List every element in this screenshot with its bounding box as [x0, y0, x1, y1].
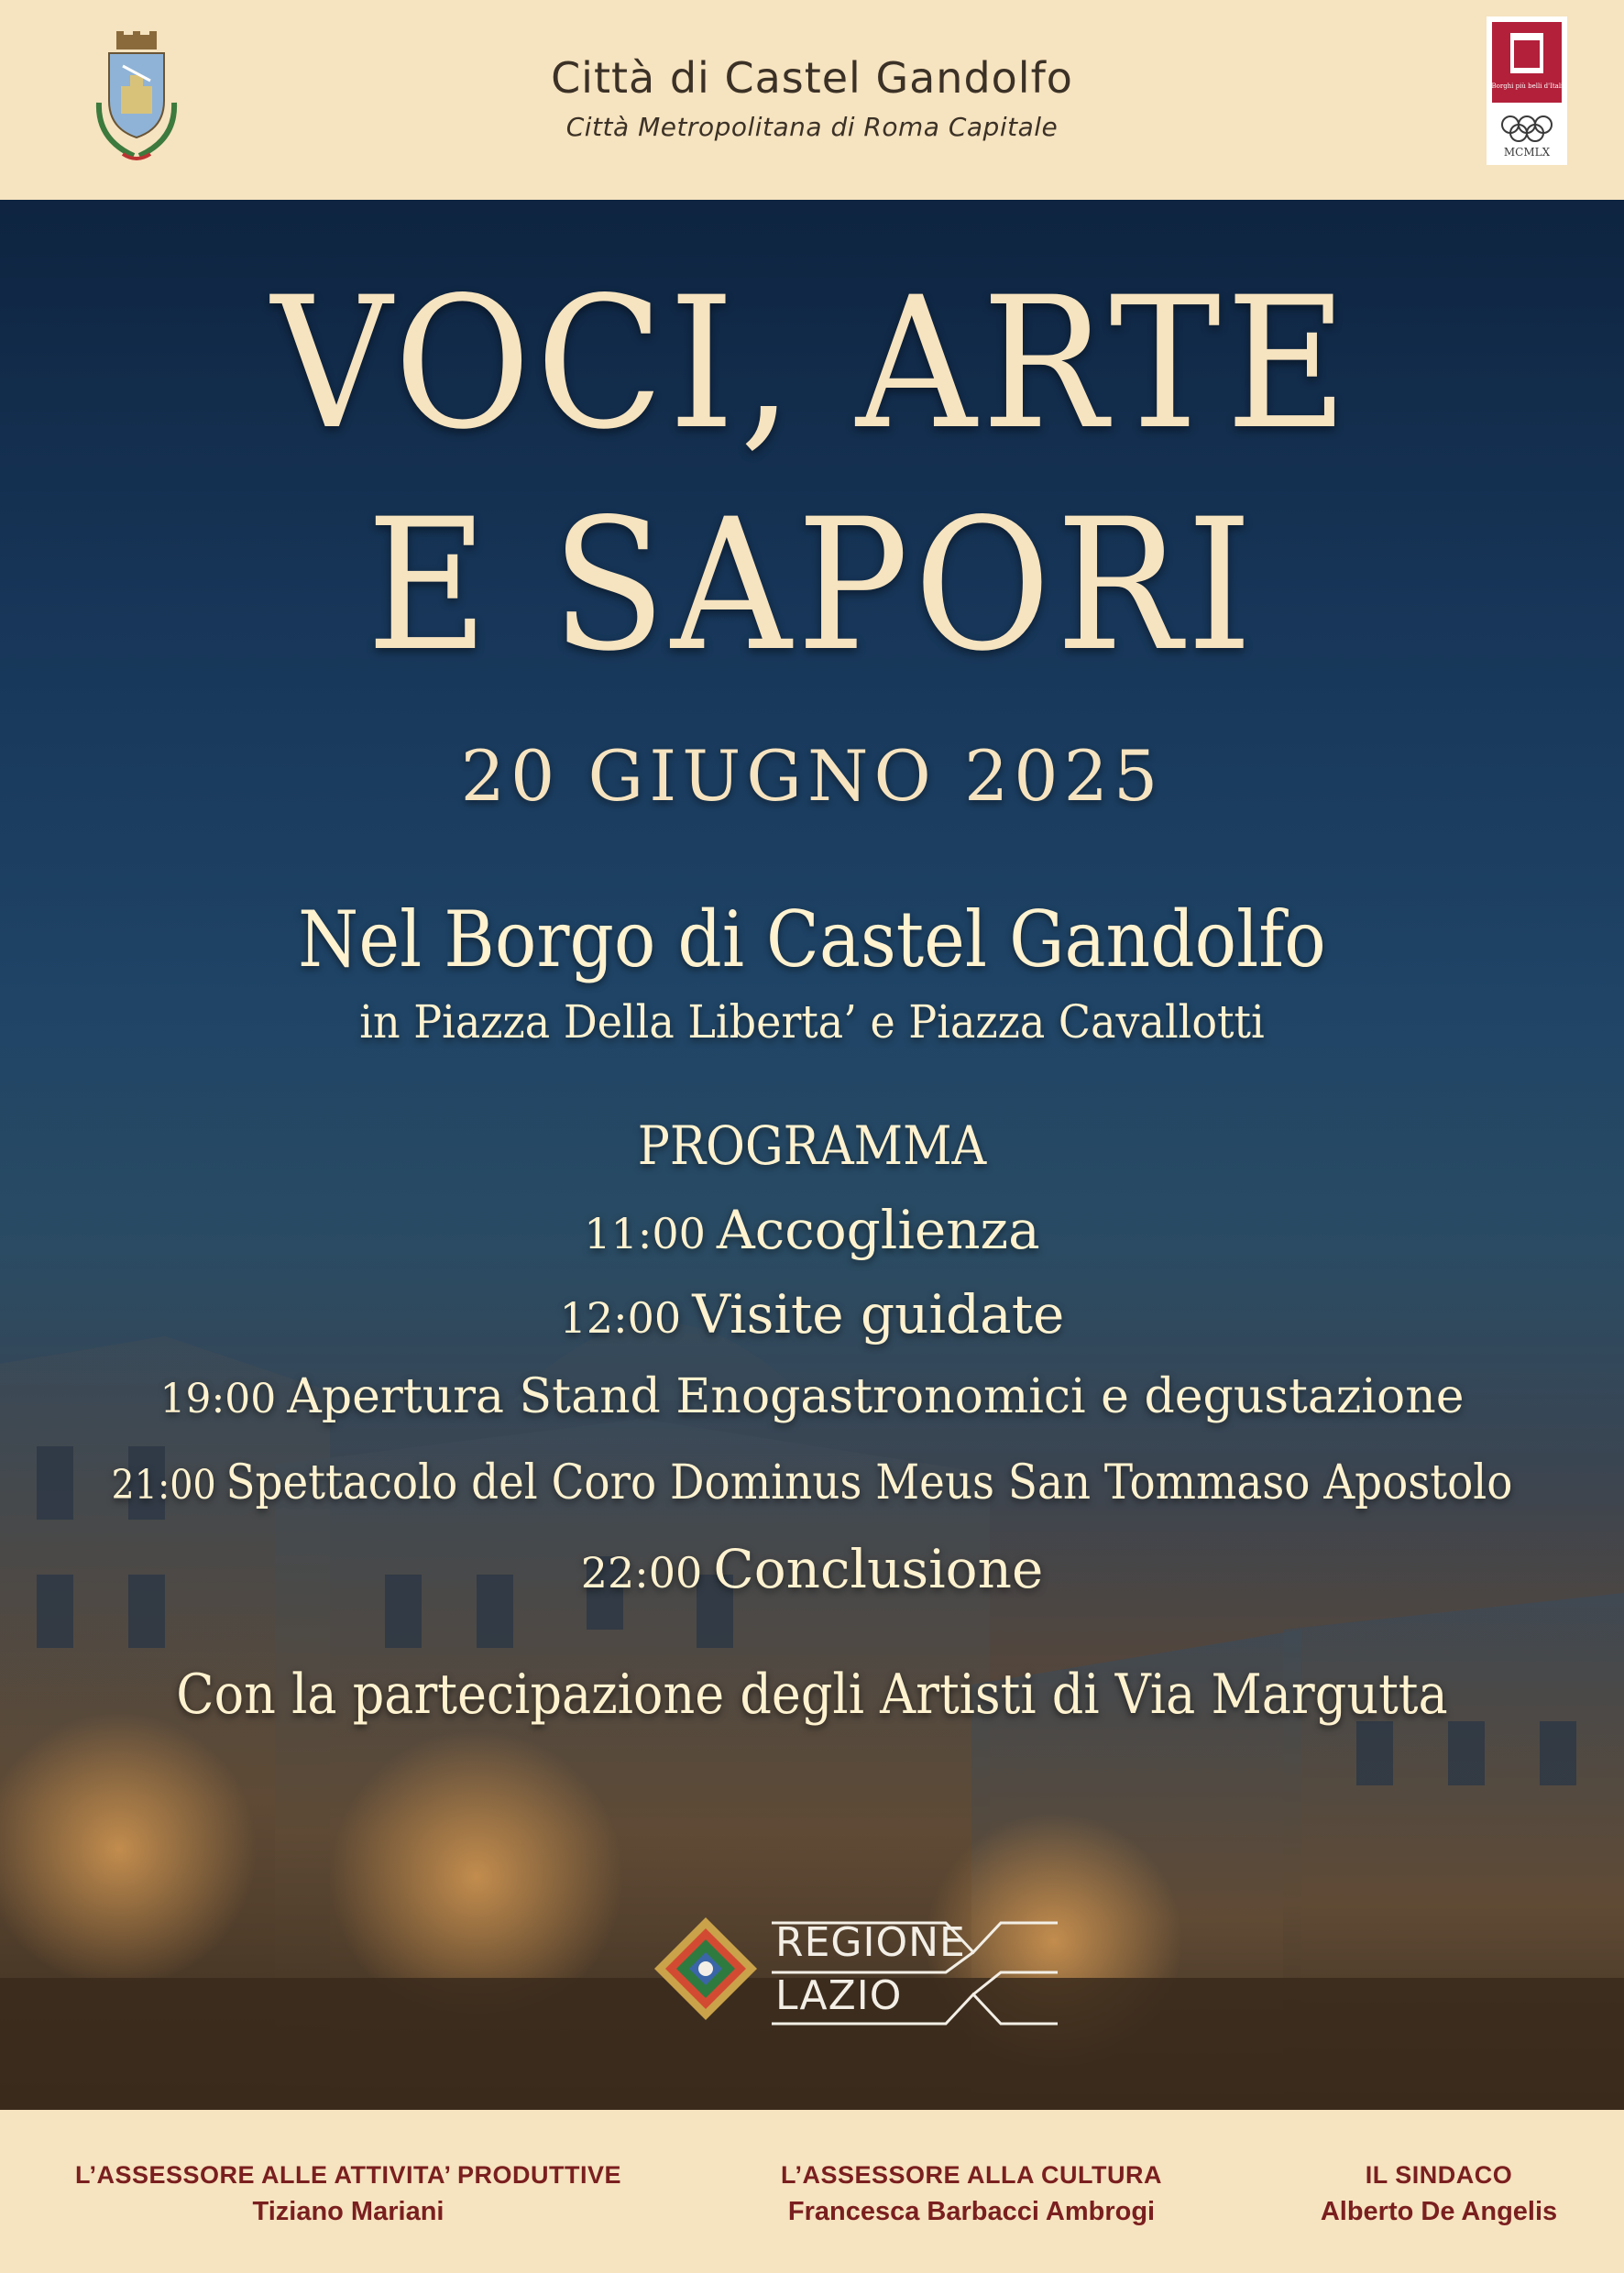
program-activity: Conclusione — [713, 1538, 1044, 1600]
program-time: 12:00 — [559, 1293, 682, 1343]
city-title: Città di Castel Gandolfo — [551, 53, 1073, 103]
regione-line2: LAZIO — [775, 1972, 903, 2019]
program-activity: Apertura Stand Enogastronomici e degustazione — [287, 1369, 1465, 1424]
poster-main — [0, 200, 1624, 2110]
program-activity: Spettacolo del Coro Dominus Meus San Tommaso Apostolo — [225, 1455, 1513, 1510]
header-band — [0, 0, 1624, 200]
program-item — [0, 1538, 1624, 1600]
program-item — [82, 1455, 1543, 1510]
participation-note: Con la partecipazione degli Artisti di Via Margutta — [176, 1663, 1448, 1727]
signature-role: L’ASSESSORE ALLA CULTURA — [780, 2161, 1162, 2189]
signature-name: Francesca Barbacci Ambrogi — [787, 2197, 1156, 2226]
event-title-line1: VOCI, ARTE — [270, 258, 1354, 469]
signature-role: L’ASSESSORE ALLE ATTIVITA’ PRODUTTIVE — [74, 2161, 622, 2189]
program-time: 21:00 — [111, 1462, 216, 1509]
program-time: 19:00 — [159, 1376, 277, 1422]
footer-signatures — [0, 2110, 1624, 2273]
event-date: 20 GIUGNO 2025 — [460, 735, 1164, 817]
regione-lazio-logo — [653, 1916, 1065, 2029]
signature-name: Alberto De Angelis — [1320, 2197, 1558, 2226]
signature-name: Tiziano Mariani — [252, 2197, 444, 2226]
signature-block — [37, 2161, 660, 2227]
borghi-olympic-badge-icon — [1487, 16, 1567, 165]
badge-year: MCMLX — [1503, 146, 1551, 159]
program-activity: Visite guidate — [692, 1283, 1065, 1345]
event-venue-detail: in Piazza Della Liberta’ e Piazza Cavallotti — [359, 995, 1265, 1049]
regione-lazio-emblem-icon — [653, 1916, 759, 2022]
signature-block — [1283, 2161, 1595, 2227]
program-item — [0, 1369, 1624, 1424]
signature-block — [733, 2161, 1210, 2227]
program-item — [0, 1283, 1624, 1345]
program-activity: Accoglienza — [716, 1199, 1040, 1261]
program-heading: PROGRAMMA — [637, 1115, 987, 1177]
event-venue: Nel Borgo di Castel Gandolfo — [298, 895, 1326, 984]
city-subtitle: Città Metropolitana di Roma Capitale — [565, 112, 1059, 142]
signature-role: IL SINDACO — [1365, 2161, 1513, 2189]
program-time: 22:00 — [580, 1548, 703, 1598]
badge-borghi-text: I Borghi più belli d'Italia — [1487, 82, 1567, 90]
program-item — [0, 1199, 1624, 1261]
event-title-line2: E SAPORI — [366, 479, 1258, 691]
regione-line1: REGIONE — [775, 1919, 966, 1966]
program-time: 11:00 — [584, 1209, 706, 1258]
